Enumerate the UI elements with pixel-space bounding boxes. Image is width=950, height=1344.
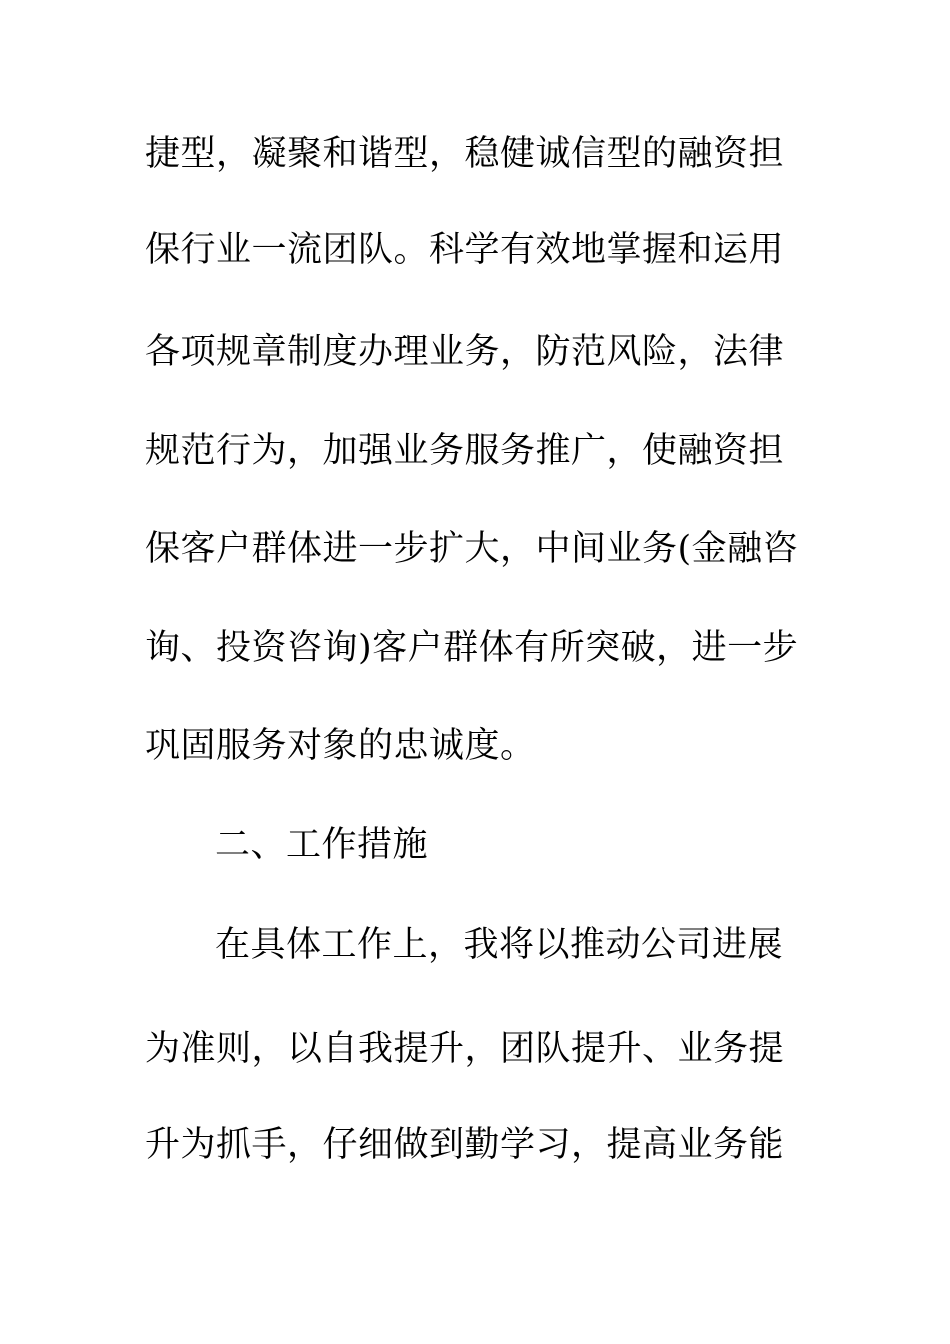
paragraph-line: 规范行为，加强业务服务推广，使融资担 (145, 431, 785, 471)
paragraph-line: 在具体工作上，我将以推动公司进展 (215, 925, 784, 965)
paragraph-line: 捷型，凝聚和谐型，稳健诚信型的融资担 (145, 134, 785, 174)
section-heading: 二、工作措施 (215, 825, 429, 865)
paragraph-line: 为准则，以自我提升，团队提升、业务提 (145, 1029, 785, 1069)
paragraph-line: 询、投资咨询)客户群体有所突破，进一步 (145, 628, 799, 668)
paragraph-line: 保行业一流团队。科学有效地掌握和运用 (145, 230, 785, 270)
paragraph-line: 保客户群体进一步扩大，中间业务(金融咨 (145, 529, 799, 569)
paragraph-line: 各项规章制度办理业务，防范风险，法律 (145, 332, 785, 372)
paragraph-line: 巩固服务对象的忠诚度。 (145, 726, 536, 766)
paragraph-line: 升为抓手，仔细做到勤学习，提高业务能 (145, 1125, 785, 1165)
